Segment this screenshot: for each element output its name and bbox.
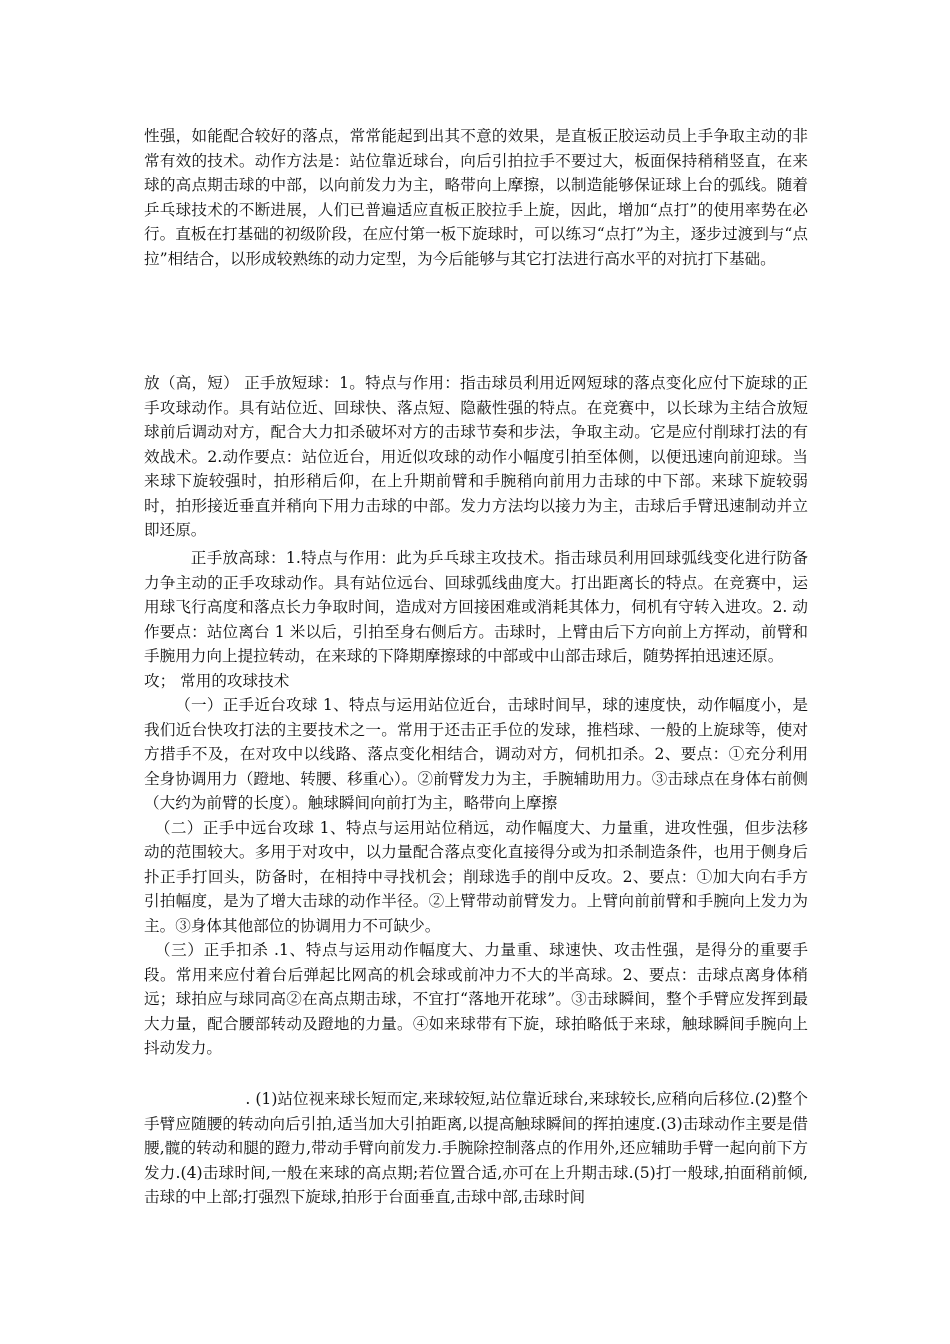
- paragraph-technique-points: . (1)站位视来球长短而定,来球较短,站位靠近球台,来球较长,应稍向后移位.(2)整个手臂应随腰的转动向后引拍,适当加大引拍距离,以提高触球瞬间的挥拍速度.(3)击球动作主要是借腰,髋的转动和腿的蹬力,带动手臂向前发力.手腕除控制落点的作用外,还应辅助手臂一起向前下方发力.(4)击球时间,一般在来球的高点期;若位置合适,亦可在上升期击球.(5)打一般球,拍面稍前倾,击球的中上部;打强烈下旋球,拍形于台面垂直,击球中部,击球时间: [144, 1090, 808, 1206]
- text-block-high-ball: [144, 546, 808, 693]
- text-block-short-ball: [144, 371, 808, 543]
- paragraph-smash: （三）正手扣杀 .1、特点与运用动作幅度大、力量重、球速快、攻击性强，是得分的重要手段。常用来应付着台后弹起比网高的机会球或前冲力不大的半高球。2、要点：击球点离身体稍远；球拍应与球同高②在高点期击球，不宜打“落地开花球”。③击球瞬间，整个手臂应发挥到最大力量，配合腰部转动及蹬地的力量。④如来球带有下旋，球拍略低于来球，触球瞬间手腕向上抖动发力。: [144, 941, 808, 1057]
- paragraph-near-table-attack: （一）正手近台攻球 1、特点与运用站位近台，击球时间早，球的速度快，动作幅度小，是我们近台快攻打法的主要技术之一。常用于还击正手位的发球，推档球、一般的上旋球等，使对方措手不及，在对攻中以线路、落点变化相结合，调动对方，伺机扣杀。2、要点：①充分利用全身协调用力（蹬地、转腰、移重心）。②前臂发力为主，手腕辅助用力。③击球点在身体右前侧（大约为前臂的长度）。触球瞬间向前打为主，略带向上摩擦: [144, 696, 808, 812]
- text-block-dianda: [144, 124, 808, 271]
- section-heading-attack: 攻； 常用的攻球技术: [144, 671, 290, 690]
- paragraph-high-ball: 正手放高球：1.特点与作用：此为乒乓球主攻技术。指击球员利用回球弧线变化进行防备力争主动的正手攻球动作。具有站位远台、回球弧线曲度大。打出距离长的特点。在竞赛中，运用球飞行高度和落点长力争取时间，造成对方回接困难或消耗其体力，伺机有守转入进攻。2. 动作要点：站位离台 1 米以后，引拍至身右侧后方。击球时，上臂由后下方向前上方挥动，前臂和手腕用力向上提拉转动，在来球的下降期摩擦球的中部或中山部击球后，随势挥拍迅速还原。: [144, 549, 808, 665]
- paragraph-short-ball: 放（高，短） 正手放短球：1。特点与作用：指击球员利用近网短球的落点变化应付下旋球的正手攻球动作。具有站位近、回球快、落点短、隐蔽性强的特点。在竞赛中，以长球为主结合放短球前后调动对方，配合大力扣杀破坏对方的击球节奏和步法，争取主动。它是应付削球打法的有效战术。2.动作要点：站位近台，用近似攻球的动作小幅度引拍至体侧，以便迅速向前迎球。当来球下旋较强时，拍形稍后仰，在上升期前臂和手腕稍向前用力击球的中下部。来球下旋较弱时，拍形接近垂直并稍向下用力击球的中部。发力方法均以接力为主，击球后手臂迅速制动并立即还原。: [144, 374, 808, 539]
- paragraph-dianda: 性强，如能配合较好的落点，常常能起到出其不意的效果，是直板正胶运动员上手争取主动的非常有效的技术。动作方法是：站位靠近球台，向后引拍拉手不要过大，板面保持稍稍竖直，在来球的高点期击球的中部，以向前发力为主，略带向上摩擦，以制造能够保证球上台的弧线。随着乒乓球技术的不断进展，人们已普遍适应直板正胶拉手上旋，因此，增加“点打”的使用率势在必行。直板在打基础的初级阶段，在应付第一板下旋球时，可以练习“点打”为主，逐步过渡到与“点拉”相结合，以形成较熟练的动力定型，为今后能够与其它打法进行高水平的对抗打下基础。: [144, 127, 808, 268]
- text-block-attack-techniques: [144, 693, 808, 1061]
- text-block-technique-points: [144, 1087, 808, 1210]
- paragraph-mid-far-attack: （二）正手中远台攻球 1、特点与运用站位稍远，动作幅度大、力量重，进攻性强，但步法移动的范围较大。多用于对攻中，以力量配合落点变化直接得分或为扣杀制造条件，也用于侧身后扑正手打回头，防备时，在相持中寻找机会；削球选手的削中反攻。2、要点：①加大向右手方引拍幅度，是为了增大击球的动作半径。②上臂带动前臂发力。上臂向前前臂和手腕向上发力为主。③身体其他部位的协调用力不可缺少。: [144, 818, 808, 935]
